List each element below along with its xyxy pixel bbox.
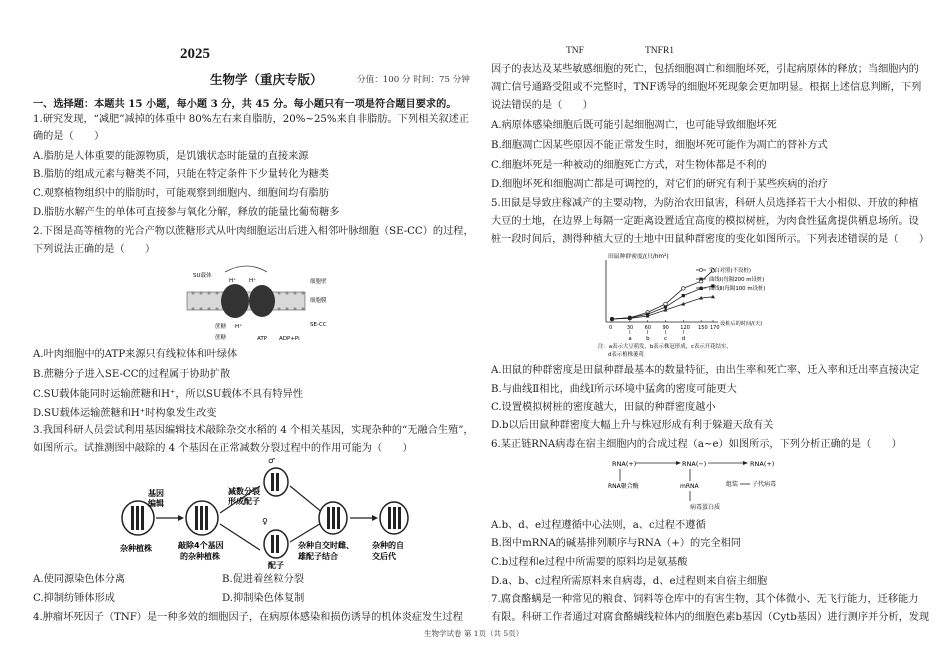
series-line-0 bbox=[612, 270, 713, 319]
q1-option-c: C.观察植物组织中的脂肪时，可能观察到细胞内、细胞间均有脂肪 bbox=[33, 188, 329, 199]
q1-option-b: B.脂肪的组成元素与糖类不同，只能在特定条件下少量转化为糖类 bbox=[33, 169, 329, 180]
sucrose-label-2: 蔗糖 bbox=[215, 335, 227, 341]
data-point bbox=[682, 294, 685, 297]
q4-option-b: B.细胞凋亡因某些原因不能正常发生时，细胞坏死可能作为凋亡的替补方式 bbox=[491, 140, 828, 151]
section-heading: 一、选择题：本题共 15 小题，每小题 3 分，共 45 分。每小题只有一项是符合题目要求的。 bbox=[33, 98, 457, 110]
knockout-line2: 的杂种植株 bbox=[180, 552, 220, 561]
q5-option-b: B.与曲线Ⅱ相比，曲线Ⅰ所示环境中猛禽的密度可能更大 bbox=[491, 384, 737, 395]
q5-option-c: C.设置模拟树桩的密度越大，田鼠的种群密度越小 bbox=[491, 402, 716, 413]
q1-stem-line: 确的是（ ） bbox=[33, 131, 105, 142]
q6-option-b: B.图中mRNA的碱基排列顺序与RNA（+）的完全相同 bbox=[491, 538, 741, 549]
data-point bbox=[664, 302, 668, 306]
q4-stem-line: 因子的表达及某些敏感细胞的死亡，包括细胞凋亡和细胞坏死，引起病原体的释放；当细胞内的 bbox=[491, 64, 919, 75]
q4-option-a: A.病原体感染细胞后既可能引起细胞凋亡，也可能导致细胞坏死 bbox=[491, 120, 777, 131]
q6-rna-virus-figure bbox=[598, 455, 788, 515]
q5-population-chart bbox=[588, 250, 788, 360]
chart-ylabel: 田鼠种群密度/(只/hm²) bbox=[608, 254, 669, 260]
capsid-label: 病毒蛋白质 bbox=[690, 504, 721, 511]
female-symbol: ♀ bbox=[262, 517, 268, 526]
cycle-arrow bbox=[225, 266, 267, 272]
meiosis-line1: 减数分裂 bbox=[228, 487, 260, 496]
q5-option-d: D.b以后田鼠种群密度大幅上升与株冠形成有利于躲避天敌有关 bbox=[491, 420, 774, 431]
tnfr1-label: TNFR1 bbox=[645, 46, 675, 56]
q3-option-a: A.使同源染色体分离 bbox=[33, 574, 126, 585]
exam-meta: 分值：100 分 时间：75 分钟 bbox=[357, 75, 470, 85]
stage-label: d bbox=[681, 336, 686, 342]
zygote-cell bbox=[319, 502, 347, 534]
q3-option-b: B.促进着丝粒分裂 bbox=[222, 574, 305, 585]
offspring-line2: 交后代 bbox=[372, 552, 396, 561]
q5-stem-line: 5.田鼠是导致庄稼减产的主要动物，为防治农田鼠害，科研人员选择若干大小相似、开放的种植 bbox=[491, 198, 919, 209]
h-top-label: H⁺ bbox=[229, 278, 237, 284]
cell-membrane-label: 细胞膜 bbox=[310, 298, 327, 304]
legend-entry: 空白对照(不设桩) bbox=[709, 268, 751, 274]
year: 2025 bbox=[180, 46, 210, 62]
q5-stem-line: 桩一段时间后，测得种植大豆的土地中田鼠种群密度的变化如图所示。下列表述错误的是（ ） bbox=[491, 234, 930, 245]
q3-option-d: D.抑制染色体复制 bbox=[222, 593, 305, 604]
proton-pump-protein bbox=[249, 285, 275, 317]
q3-apomixis-figure bbox=[118, 458, 418, 570]
x-tick-label: 170 bbox=[710, 325, 720, 331]
q2-stem-line: 2.下图是高等植物的光合产物以蔗糖形式从叶肉细胞运出后进入相邻叶脉细胞（SE-CC）的过程， bbox=[33, 226, 474, 237]
q2-stem-line: 下列说法正确的是（ ） bbox=[33, 244, 156, 255]
q5-stem-line: 大豆的土地，在边界上每隔一定距离设置适宜高度的模拟树桩，为肉食性猛禽提供栖息场所。设 bbox=[491, 216, 919, 227]
h-top-label-2: H⁺ bbox=[249, 278, 257, 284]
rna-plus-label-2: RNA(+) bbox=[750, 460, 775, 468]
assemble-label: 组装 bbox=[726, 481, 739, 488]
x-tick-label: 120 bbox=[680, 325, 690, 331]
x-tick-label: 30 bbox=[626, 325, 634, 331]
page-footer: 生物学试卷 第 1页（共 5页） bbox=[424, 629, 524, 638]
legend-entry: 曲线Ⅰ(每隔200 m设桩) bbox=[709, 277, 765, 283]
page-title: 生物学（重庆专版） bbox=[210, 72, 323, 87]
data-point bbox=[681, 287, 685, 291]
q3-stem-line: 如图所示。试推测图中敲除的 4 个基因在正常减数分裂过程中的作用可能为（ ） bbox=[33, 443, 413, 454]
q4-option-d: D.细胞坏死和细胞凋亡都是可调控的，对它们的研究有利于某些疾病的治疗 bbox=[491, 179, 829, 190]
offspring-cell bbox=[380, 502, 408, 534]
q1-stem-line: 1.研究发现，“减肥”减掉的体重中 80%左右来自脂肪，20%~25%来自非脂肪。下列相关叙述正 bbox=[33, 114, 470, 125]
mrna-label: mRNA bbox=[680, 483, 699, 490]
stage-label: a bbox=[628, 336, 632, 342]
q1-option-a: A.脂肪是人体重要的能源物质，是饥饿状态时能量的直接来源 bbox=[33, 151, 309, 162]
cell-knockout bbox=[186, 501, 218, 535]
h-bottom-label: H⁺ bbox=[235, 324, 243, 330]
x-tick-label: 90 bbox=[662, 325, 669, 331]
female-gamete-cell bbox=[264, 530, 288, 558]
arrow-down bbox=[220, 524, 260, 550]
chart-note-line2: d表示植株萎蔫 bbox=[608, 352, 644, 358]
atp-label: ATP bbox=[257, 336, 268, 342]
rna-plus-label: RNA(+) bbox=[612, 460, 637, 468]
x-tick-label: 150 bbox=[698, 325, 708, 331]
q4-option-c: C.细胞坏死是一种被动的细胞死亡方式，对生物体都是不利的 bbox=[491, 160, 767, 171]
gene-edit-line2: 编辑 bbox=[148, 499, 164, 508]
q2-option-c: C.SU载体能同时运输蔗糖和H⁺，所以SU载体不具有特异性 bbox=[33, 389, 303, 400]
gamete-label: 配子 bbox=[268, 561, 284, 570]
q4-stem-line: 凋亡信号通路受阻或不完整时，TNF诱导的细胞坏死现象会更加明显。根据上述信息判断，下列 bbox=[491, 82, 922, 93]
hybrid-label: 杂种植株 bbox=[120, 544, 152, 553]
q6-option-c: C.b过程和e过程中所需要的原料均是氨基酸 bbox=[491, 557, 688, 568]
x-tick-label: 0 bbox=[609, 325, 613, 331]
q6-option-d: D.a、b、c过程所需原料来自病毒，d、e过程则来自宿主细胞 bbox=[491, 576, 768, 587]
q3-option-c: C.抑制纺锤体形成 bbox=[33, 593, 115, 604]
gene-edit-line1: 基因 bbox=[148, 489, 164, 498]
offspring-line1: 杂种的自 bbox=[372, 541, 404, 550]
q3-stem-line: 3.我国科研人员尝试利用基因编辑技术敲除杂交水稻的 4 个相关基因，实现杂种的“无融合生殖”， bbox=[33, 425, 474, 436]
adp-label: ADP+Pi bbox=[279, 336, 300, 342]
series-line-1 bbox=[612, 286, 713, 319]
chart-note-line1: 注：a表示大豆萌发，b表示株冠形成，c表示开花结实， bbox=[598, 344, 732, 350]
q2-option-a: A.叶肉细胞中的ATP来源只有线粒体和叶绿体 bbox=[33, 349, 238, 360]
fuse-line2: 雄配子结合 bbox=[298, 552, 338, 561]
chart-xlabel: 设桩后的时间/(天) bbox=[720, 321, 763, 327]
su-label: SU载体 bbox=[193, 273, 212, 279]
q4-stem-line: 4.肿瘤坏死因子（TNF）是一种多效的细胞因子，在病原体感染和损伤诱导的机体炎症发生过程 bbox=[33, 612, 463, 623]
sucrose-label: 蔗糖 bbox=[215, 324, 227, 330]
child-virus-label: 子代病毒 bbox=[752, 481, 777, 488]
fuse-line1: 杂种自交时雌、 bbox=[298, 541, 354, 550]
q1-option-d: D.脂肪水解产生的单体可直接参与氧化分解，释放的能量比葡萄糖多 bbox=[33, 207, 340, 218]
stage-label: b bbox=[646, 336, 650, 342]
x-tick-label: 60 bbox=[644, 325, 652, 331]
q5-option-a: A.田鼠的种群密度是田鼠种群最基本的数量特征，由出生率和死亡率、迁入率和迁出率直接决定 bbox=[491, 365, 920, 376]
se-cc-label: SE-CC bbox=[310, 322, 327, 328]
rna-minus-label: RNA(−) bbox=[682, 460, 707, 468]
meiosis-line2: 形成配子 bbox=[228, 497, 260, 506]
tnf-label: TNF bbox=[566, 46, 584, 56]
q6-option-a: A.b、d、e过程遵循中心法则，a、c过程不遵循 bbox=[491, 520, 706, 531]
male-symbol: ♂ bbox=[268, 458, 276, 465]
su-carrier-protein bbox=[221, 284, 249, 318]
q2-option-b: B.蔗糖分子进入SE-CC的过程属于协助扩散 bbox=[33, 369, 231, 380]
knockout-line1: 敲除4个基因 bbox=[178, 541, 224, 550]
legend-entry: 曲线Ⅱ(每隔100 m设桩) bbox=[709, 286, 766, 292]
q6-stem-line: 6.某正链RNA病毒在宿主细胞内的合成过程（a~e）如图所示，下列分析正确的是（ ） bbox=[491, 439, 902, 450]
stage-label: c bbox=[663, 336, 667, 342]
male-gamete-cell bbox=[264, 468, 288, 496]
q7-stem-line: 7.腐食酪螨是一种常见的粮食、饲料等仓库中的有害生物，其个体微小、无飞行能力，迁移能力 bbox=[491, 594, 919, 605]
q2-membrane-figure bbox=[185, 264, 355, 346]
q4-stem-line: 说法错误的是（ ） bbox=[491, 100, 593, 111]
q2-option-d: D.SU载体运输蔗糖和H⁺时构象发生改变 bbox=[33, 408, 217, 419]
cell-wall-label: 细胞壁 bbox=[310, 279, 327, 285]
polymerase-label: RNA聚合酶 bbox=[608, 483, 639, 490]
q7-stem-line: 有限。科研工作者通过对腐食酪螨线粒体内的细胞色素b基因（Cytb基因）进行测序并分析，发现 bbox=[491, 612, 930, 623]
